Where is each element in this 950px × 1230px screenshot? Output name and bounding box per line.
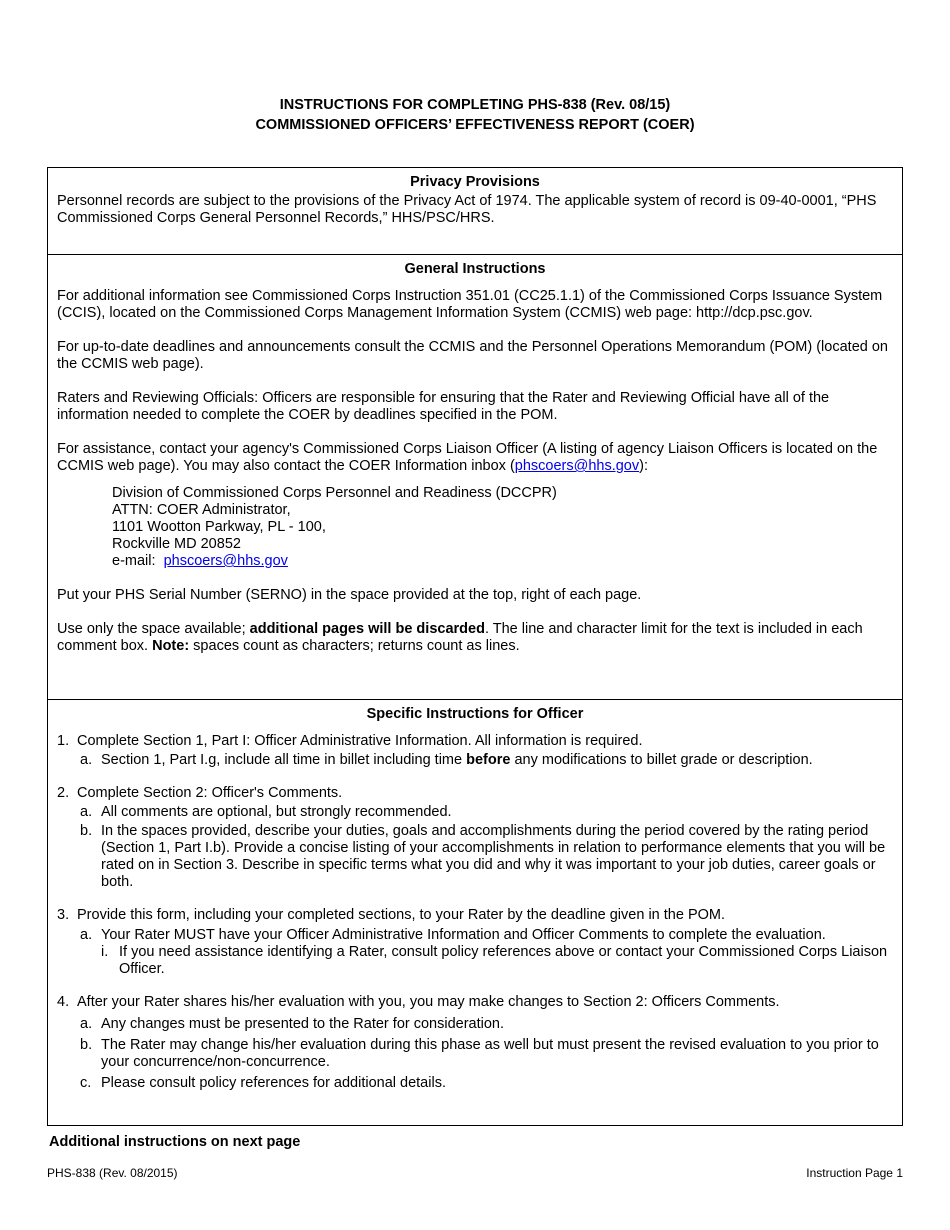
address-line-1: Division of Commissioned Corps Personnel and Readiness (DCCPR): [112, 485, 557, 501]
sub-label: b.: [80, 1037, 93, 1053]
title-line-1: INSTRUCTIONS FOR COMPLETING PHS-838 (Rev. 08/15): [279, 97, 671, 113]
subsub-text: If you need assistance identifying a Rater, consult policy references above or contact your Commissioned Corps Liaison Officer.: [119, 944, 888, 977]
privacy-text: Personnel records are subject to the provisions of the Privacy Act of 1974. The applicable system of record is 09-40-0001, “PHS Commissioned Corps General Personnel Records,” HHS/PSC/HRS.: [57, 193, 877, 226]
instruction-item-4: [57, 994, 894, 1092]
privacy-section: [47, 167, 903, 255]
email-label: e-mail:: [112, 553, 164, 569]
address-line-3: 1101 Wootton Parkway, PL - 100,: [112, 519, 326, 535]
instruction-item-3: [57, 907, 894, 978]
item-number: 3.: [57, 907, 70, 923]
general-heading: General Instructions: [404, 261, 546, 277]
general-para-raters: Raters and Reviewing Officials: Officers are responsible for ensuring that the Rater and Reviewing Official have all of the information needed to complete the COER by deadlines specified in the POM.: [57, 390, 830, 423]
sub-text: Your Rater MUST have your Officer Administrative Information and Officer Comments to complete the evaluation.: [101, 927, 826, 943]
sub-label: a.: [80, 927, 93, 943]
sub-text: In the spaces provided, describe your duties, goals and accomplishments during the period covered by the rating period (Section 1, Part I.b). Provide a concise listing of your accomplishments in relation to performance elements that you will be rated on in Section 3. Describe in specific terms what you did and why it was important to your job duties, career goals or both.: [101, 823, 886, 890]
assistance-text: For assistance, contact your agency's Commissioned Corps Liaison Officer (A listing of agency Liaison Officers is located on the CCMIS web page). You may also contact the COER Information inbox (: [57, 441, 878, 474]
general-para-deadlines: For up-to-date deadlines and announcements consult the CCMIS and the Personnel Operations Memorandum (POM) (located on the CCMIS web page).: [57, 339, 888, 372]
instruction-item-1: [57, 733, 894, 769]
item-number: 4.: [57, 994, 70, 1010]
specific-heading: Specific Instructions for Officer: [366, 706, 584, 722]
sub-text: The Rater may change his/her evaluation during this phase as well but must present the revised evaluation to you prior to your concurrence/non-concurrence.: [101, 1037, 879, 1070]
sub-text: Section 1, Part I.g, include all time in billet including time before any modifications to billet grade or description.: [101, 752, 813, 768]
item-text: Complete Section 1, Part I: Officer Administrative Information. All information is required.: [77, 733, 643, 749]
item-number: 1.: [57, 733, 70, 749]
address-email-line: [112, 553, 894, 570]
general-para-space: [57, 621, 894, 655]
next-page-note: Additional instructions on next page: [49, 1134, 301, 1150]
instruction-item-2: [57, 785, 894, 891]
space-text-bold: additional pages will be discarded: [249, 621, 485, 637]
space-text-1: Use only the space available;: [57, 621, 250, 637]
item-text: Provide this form, including your completed sections, to your Rater by the deadline given in the POM.: [77, 907, 725, 923]
sub-label: a.: [80, 804, 93, 820]
sub-label: c.: [80, 1075, 92, 1091]
specific-section: [47, 699, 903, 1126]
assistance-text-end: ):: [639, 458, 648, 474]
address-email-link[interactable]: phscoers@hhs.gov: [163, 553, 288, 569]
sub-text: All comments are optional, but strongly recommended.: [101, 804, 452, 820]
sub-text: Please consult policy references for additional details.: [101, 1075, 446, 1091]
sub-label: a.: [80, 1016, 93, 1032]
space-text-2: . The line and character limit for the text is included in each comment box.: [57, 621, 863, 654]
note-label: Note:: [152, 638, 190, 654]
sub-text: Any changes must be presented to the Rater for consideration.: [101, 1016, 505, 1032]
item-text: After your Rater shares his/her evaluation with you, you may make changes to Section 2: Officers Comments.: [77, 994, 780, 1010]
mailing-address: [112, 485, 894, 570]
general-section: [47, 254, 903, 700]
sub-label: a.: [80, 752, 93, 768]
item-number: 2.: [57, 785, 70, 801]
sub-label: b.: [80, 823, 93, 839]
item-text: Complete Section 2: Officer's Comments.: [77, 785, 343, 801]
form-number: PHS-838 (Rev. 08/2015): [47, 1166, 178, 1180]
page-number: Instruction Page 1: [806, 1166, 903, 1180]
general-para-serno: Put your PHS Serial Number (SERNO) in the space provided at the top, right of each page.: [57, 587, 642, 603]
title-line-2: COMMISSIONED OFFICERS’ EFFECTIVENESS REPORT (COER): [255, 117, 695, 133]
document-title: [0, 95, 950, 135]
subsub-label: i.: [101, 944, 109, 960]
general-para-assistance: [57, 441, 894, 475]
general-para-ccis: For additional information see Commissioned Corps Instruction 351.01 (CC25.1.1) of the Commissioned Corps Issuance System (CCIS), located on the Commissioned Corps Management Information System (CCMIS) web page: http://dcp.psc.gov.: [57, 288, 883, 321]
space-text-3: spaces count as characters; returns count as lines.: [189, 638, 520, 654]
privacy-heading: Privacy Provisions: [410, 174, 540, 190]
address-line-4: Rockville MD 20852: [112, 536, 241, 552]
address-line-2: ATTN: COER Administrator,: [112, 502, 291, 518]
inbox-email-link[interactable]: phscoers@hhs.gov: [514, 458, 640, 474]
